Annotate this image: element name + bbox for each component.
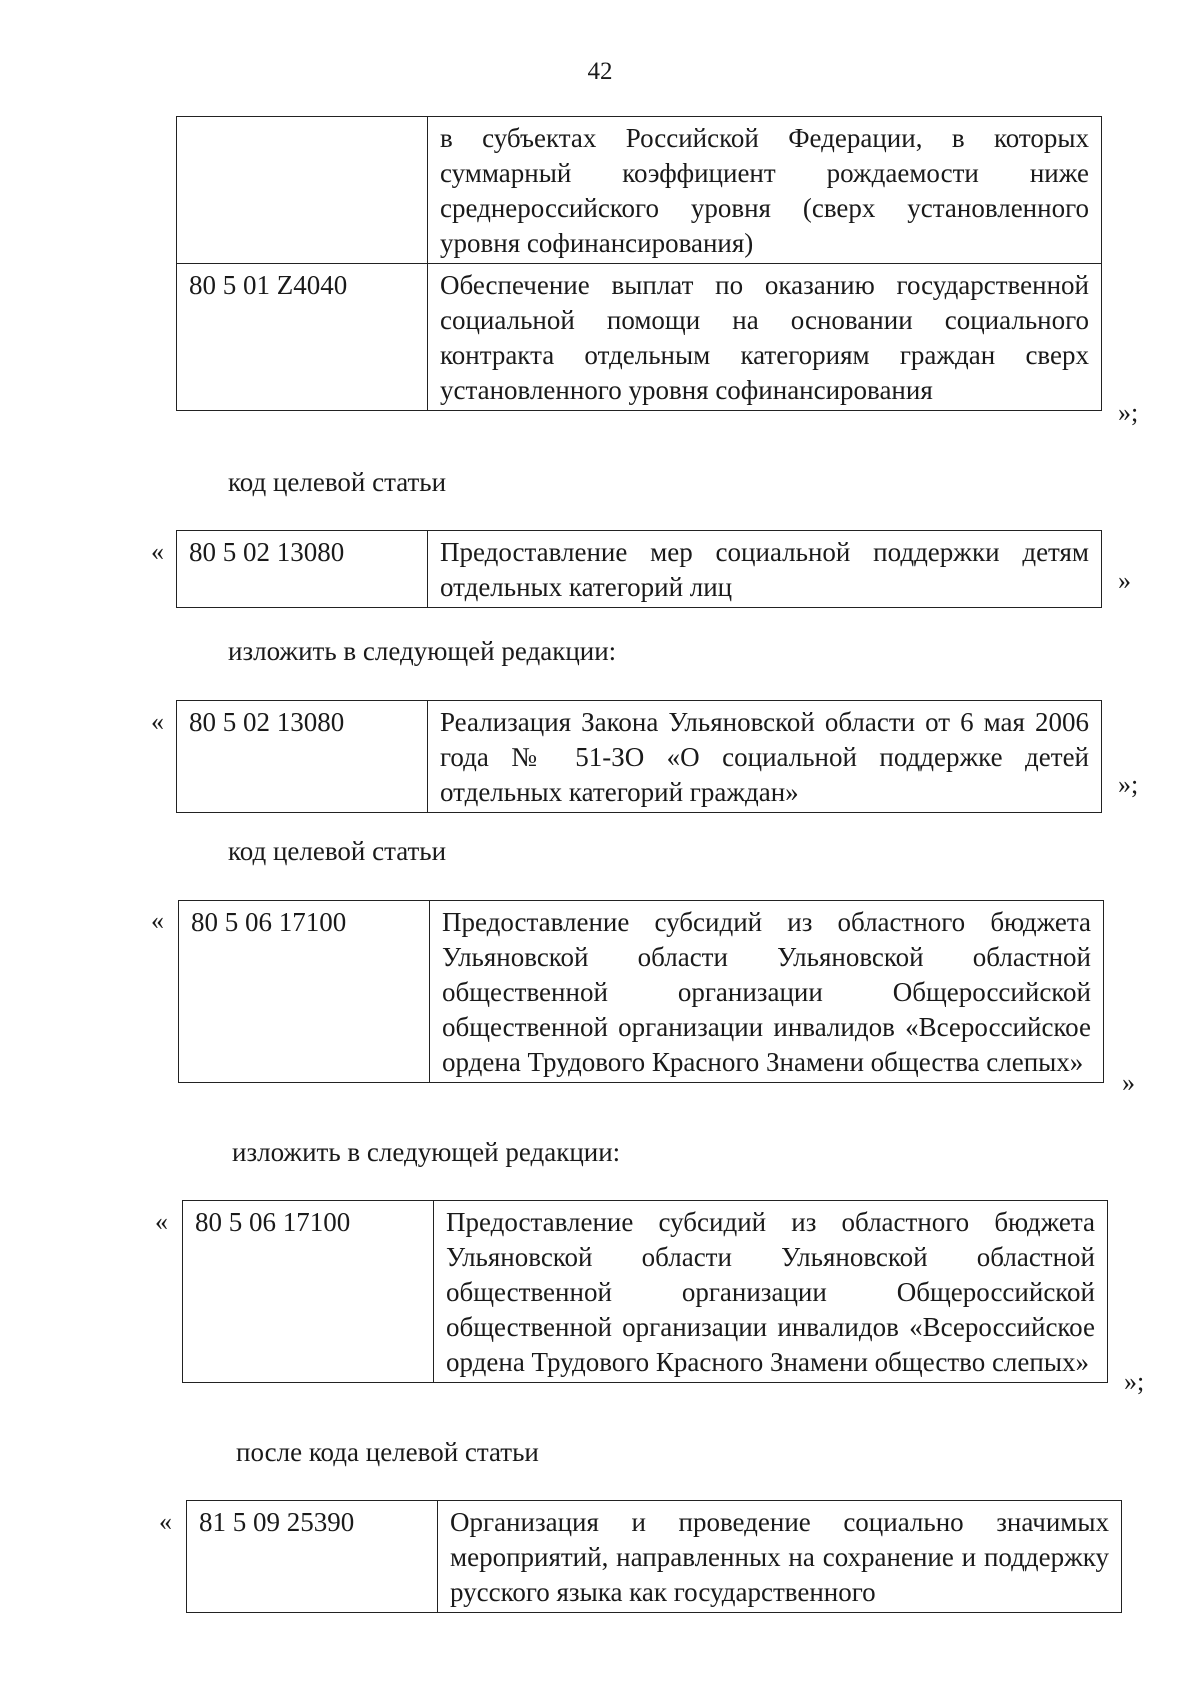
- description-cell: Предоставление мер социальной поддержки детям отдельных категорий лиц: [428, 531, 1102, 608]
- table-row: [177, 264, 1102, 411]
- budget-code-table: [176, 116, 1102, 411]
- opening-quote: «: [155, 1207, 168, 1236]
- description-cell: Обеспечение выплат по оказанию государственной социальной помощи на основании социального контракта отдельным категориям граждан сверх установленного уровня софинансирования: [428, 264, 1102, 411]
- description-cell: Предоставление субсидий из областного бюджета Ульяновской области Ульяновской областной общественной организации Общероссийской общественной организации инвалидов «Всероссийское ордена Трудового Красного Знамени общество слепых»: [434, 1201, 1108, 1383]
- closing-quote: »: [1122, 1068, 1135, 1097]
- opening-quote: «: [151, 537, 164, 566]
- description-cell: Реализация Закона Ульяновской области от 6 мая 2006 года № 51-ЗО «О социальной поддержке детей отдельных категорий граждан»: [428, 701, 1102, 813]
- budget-code-table: [178, 900, 1104, 1083]
- description-cell: Организация и проведение социально значимых мероприятий, направленных на сохранение и поддержку русского языка как государственного: [438, 1501, 1122, 1613]
- page-number: 42: [587, 58, 613, 85]
- closing-quote: »;: [1118, 770, 1139, 799]
- code-cell: 80 5 06 17100: [179, 901, 430, 1083]
- paragraph: после кода целевой статьи: [236, 1437, 539, 1467]
- table-row: [177, 701, 1102, 813]
- paragraph: код целевой статьи: [228, 467, 447, 497]
- description-cell: Предоставление субсидий из областного бюджета Ульяновской области Ульяновской областной общественной организации Общероссийской общественной организации инвалидов «Всероссийское ордена Трудового Красного Знамени общества слепых»: [430, 901, 1104, 1083]
- code-cell: 80 5 06 17100: [183, 1201, 434, 1383]
- table-row: [187, 1501, 1122, 1613]
- table-row: [179, 901, 1104, 1083]
- table-row: [183, 1201, 1108, 1383]
- opening-quote: «: [159, 1507, 172, 1536]
- table-row: [177, 117, 1102, 264]
- closing-quote: »;: [1118, 398, 1139, 427]
- budget-code-table: [176, 530, 1102, 608]
- paragraph: изложить в следующей редакции:: [232, 1137, 621, 1167]
- paragraph: изложить в следующей редакции:: [228, 636, 617, 666]
- opening-quote: «: [151, 906, 164, 935]
- description-cell: в субъектах Российской Федерации, в которых суммарный коэффициент рождаемости ниже среднероссийского уровня (сверх установленного уровня софинансирования): [428, 117, 1102, 264]
- code-cell: [177, 117, 428, 264]
- code-cell: 81 5 09 25390: [187, 1501, 438, 1613]
- closing-quote: »;: [1124, 1367, 1145, 1396]
- code-cell: 80 5 02 13080: [177, 531, 428, 608]
- opening-quote: «: [151, 707, 164, 736]
- code-cell: 80 5 02 13080: [177, 701, 428, 813]
- closing-quote: »: [1118, 566, 1131, 595]
- table-row: [177, 531, 1102, 608]
- budget-code-table: [186, 1500, 1122, 1613]
- budget-code-table: [182, 1200, 1108, 1383]
- code-cell: 80 5 01 Z4040: [177, 264, 428, 411]
- paragraph: код целевой статьи: [228, 836, 447, 866]
- budget-code-table: [176, 700, 1102, 813]
